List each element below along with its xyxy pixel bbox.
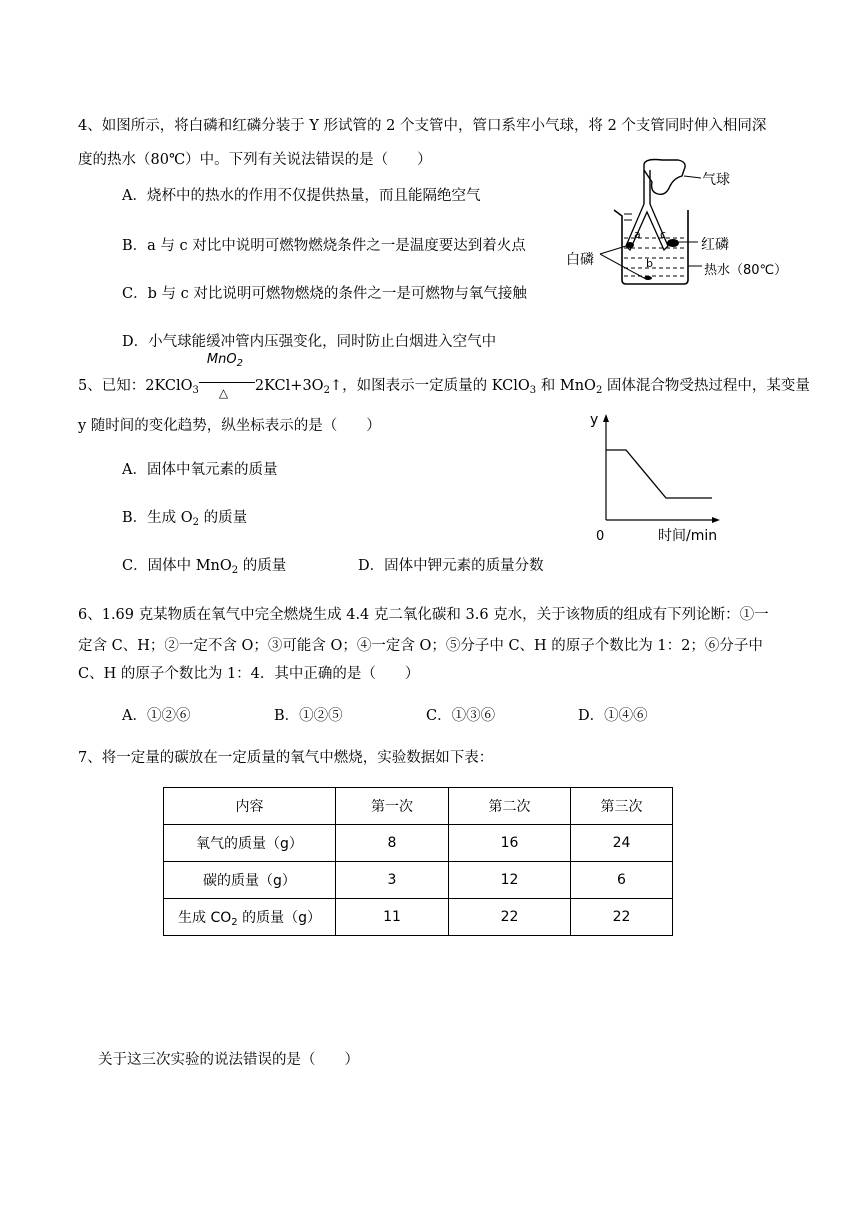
svg-text:c: c bbox=[660, 228, 667, 241]
q5-line1: 5、已知：2KClO$_3$ MnO$_2$ △ $2KCl+3O_2↑$，如图表示一定质量的 KClO$_3$ 和 MnO$_2$ 固体混合物受热过程中，某变量 bbox=[78, 352, 810, 400]
table-cell: 3 bbox=[336, 862, 449, 899]
origin-label: 0 bbox=[596, 529, 605, 544]
y-axis-label: y bbox=[590, 412, 599, 428]
q6-option-b: B．①②⑤ bbox=[274, 708, 343, 724]
q7-line1: 7、将一定量的碳放在一定质量的氧气中燃烧，实验数据如下表： bbox=[78, 750, 494, 766]
table-row bbox=[164, 825, 673, 862]
q5-option-c: C．固体中 MnO$_2$ 的质量 bbox=[122, 558, 287, 576]
table-cell: 24 bbox=[571, 825, 673, 862]
red-phosphorus-label: 红磷 bbox=[701, 237, 729, 253]
experiment-table bbox=[163, 787, 673, 936]
q4-option-b: B．a 与 c 对比中说明可燃物燃烧条件之一是温度要达到着火点 bbox=[122, 238, 526, 254]
reaction-condition: MnO$_2$ △ bbox=[199, 378, 255, 394]
table-cell: 氧气的质量（g） bbox=[164, 825, 336, 862]
x-axis-label: 时间/min bbox=[658, 528, 718, 544]
hot-water-label: 热水（80℃） bbox=[704, 263, 788, 278]
table-cell: 6 bbox=[571, 862, 673, 899]
q5-graph bbox=[586, 408, 726, 548]
table-cell: 12 bbox=[449, 862, 571, 899]
table-cell: 8 bbox=[336, 825, 449, 862]
q5-option-a: A．固体中氧元素的质量 bbox=[122, 462, 278, 478]
table-cell: 16 bbox=[449, 825, 571, 862]
q4-option-a: A．烧杯中的热水的作用不仅提供热量，而且能隔绝空气 bbox=[122, 188, 481, 204]
q7-question: 关于这三次实验的说法错误的是（ ） bbox=[98, 1052, 359, 1068]
q4-line1: 4、如图所示，将白磷和红磷分装于 Y 形试管的 2 个支管中，管口系牢小气球，将 2 个支管同时伸入相同深 bbox=[78, 118, 767, 134]
table-header-row bbox=[164, 788, 673, 825]
q6-option-d: D．①④⑥ bbox=[578, 708, 648, 724]
q6-option-c: C．①③⑥ bbox=[426, 708, 496, 724]
svg-text:a: a bbox=[634, 228, 641, 241]
white-phosphorus-label: 白磷 bbox=[566, 252, 594, 268]
q6-line2: 定含 C、H；②一定不含 O；③可能含 O；④一定含 O；⑤分子中 C、H 的原子个数比为 1：2；⑥分子中 bbox=[78, 638, 763, 654]
balloon-label: 气球 bbox=[702, 172, 730, 188]
trend-line bbox=[606, 450, 712, 498]
q4-option-d: D．小气球能缓冲管内压强变化，同时防止白烟进入空气中 bbox=[122, 334, 497, 350]
table-cell: 碳的质量（g） bbox=[164, 862, 336, 899]
svg-text:b: b bbox=[646, 257, 653, 270]
q5-option-b: B．生成 $O_2$ 的质量 bbox=[122, 510, 248, 528]
table-row bbox=[164, 862, 673, 899]
table-header: 第三次 bbox=[571, 788, 673, 825]
table-header: 第一次 bbox=[336, 788, 449, 825]
table-header: 内容 bbox=[164, 788, 336, 825]
q6-line1: 6、1.69 克某物质在氧气中完全燃烧生成 4.4 克二氧化碳和 3.6 克水，关于该物质的组成有下列论断：①一 bbox=[78, 607, 769, 623]
table-cell: 11 bbox=[336, 899, 449, 936]
table-cell: 22 bbox=[449, 899, 571, 936]
table-cell: 22 bbox=[571, 899, 673, 936]
table-header: 第二次 bbox=[449, 788, 571, 825]
q6-option-a: A．①②⑥ bbox=[122, 708, 191, 724]
q4-line2: 度的热水（80℃）中。下列有关说法错误的是（ ） bbox=[78, 152, 432, 168]
q5-line2: y 随时间的变化趋势，纵坐标表示的是（ ） bbox=[78, 418, 381, 434]
y-tube-figure bbox=[566, 156, 806, 288]
table-cell: 生成 $CO_2$ 的质量（g） bbox=[164, 899, 336, 936]
table-row bbox=[164, 899, 673, 936]
q5-option-d: D．固体中钾元素的质量分数 bbox=[358, 558, 544, 574]
q4-option-c: C．b 与 c 对比说明可燃物燃烧的条件之一是可燃物与氧气接触 bbox=[122, 286, 527, 302]
q6-line3: C、H 的原子个数比为 1：4．其中正确的是（ ） bbox=[78, 666, 420, 682]
